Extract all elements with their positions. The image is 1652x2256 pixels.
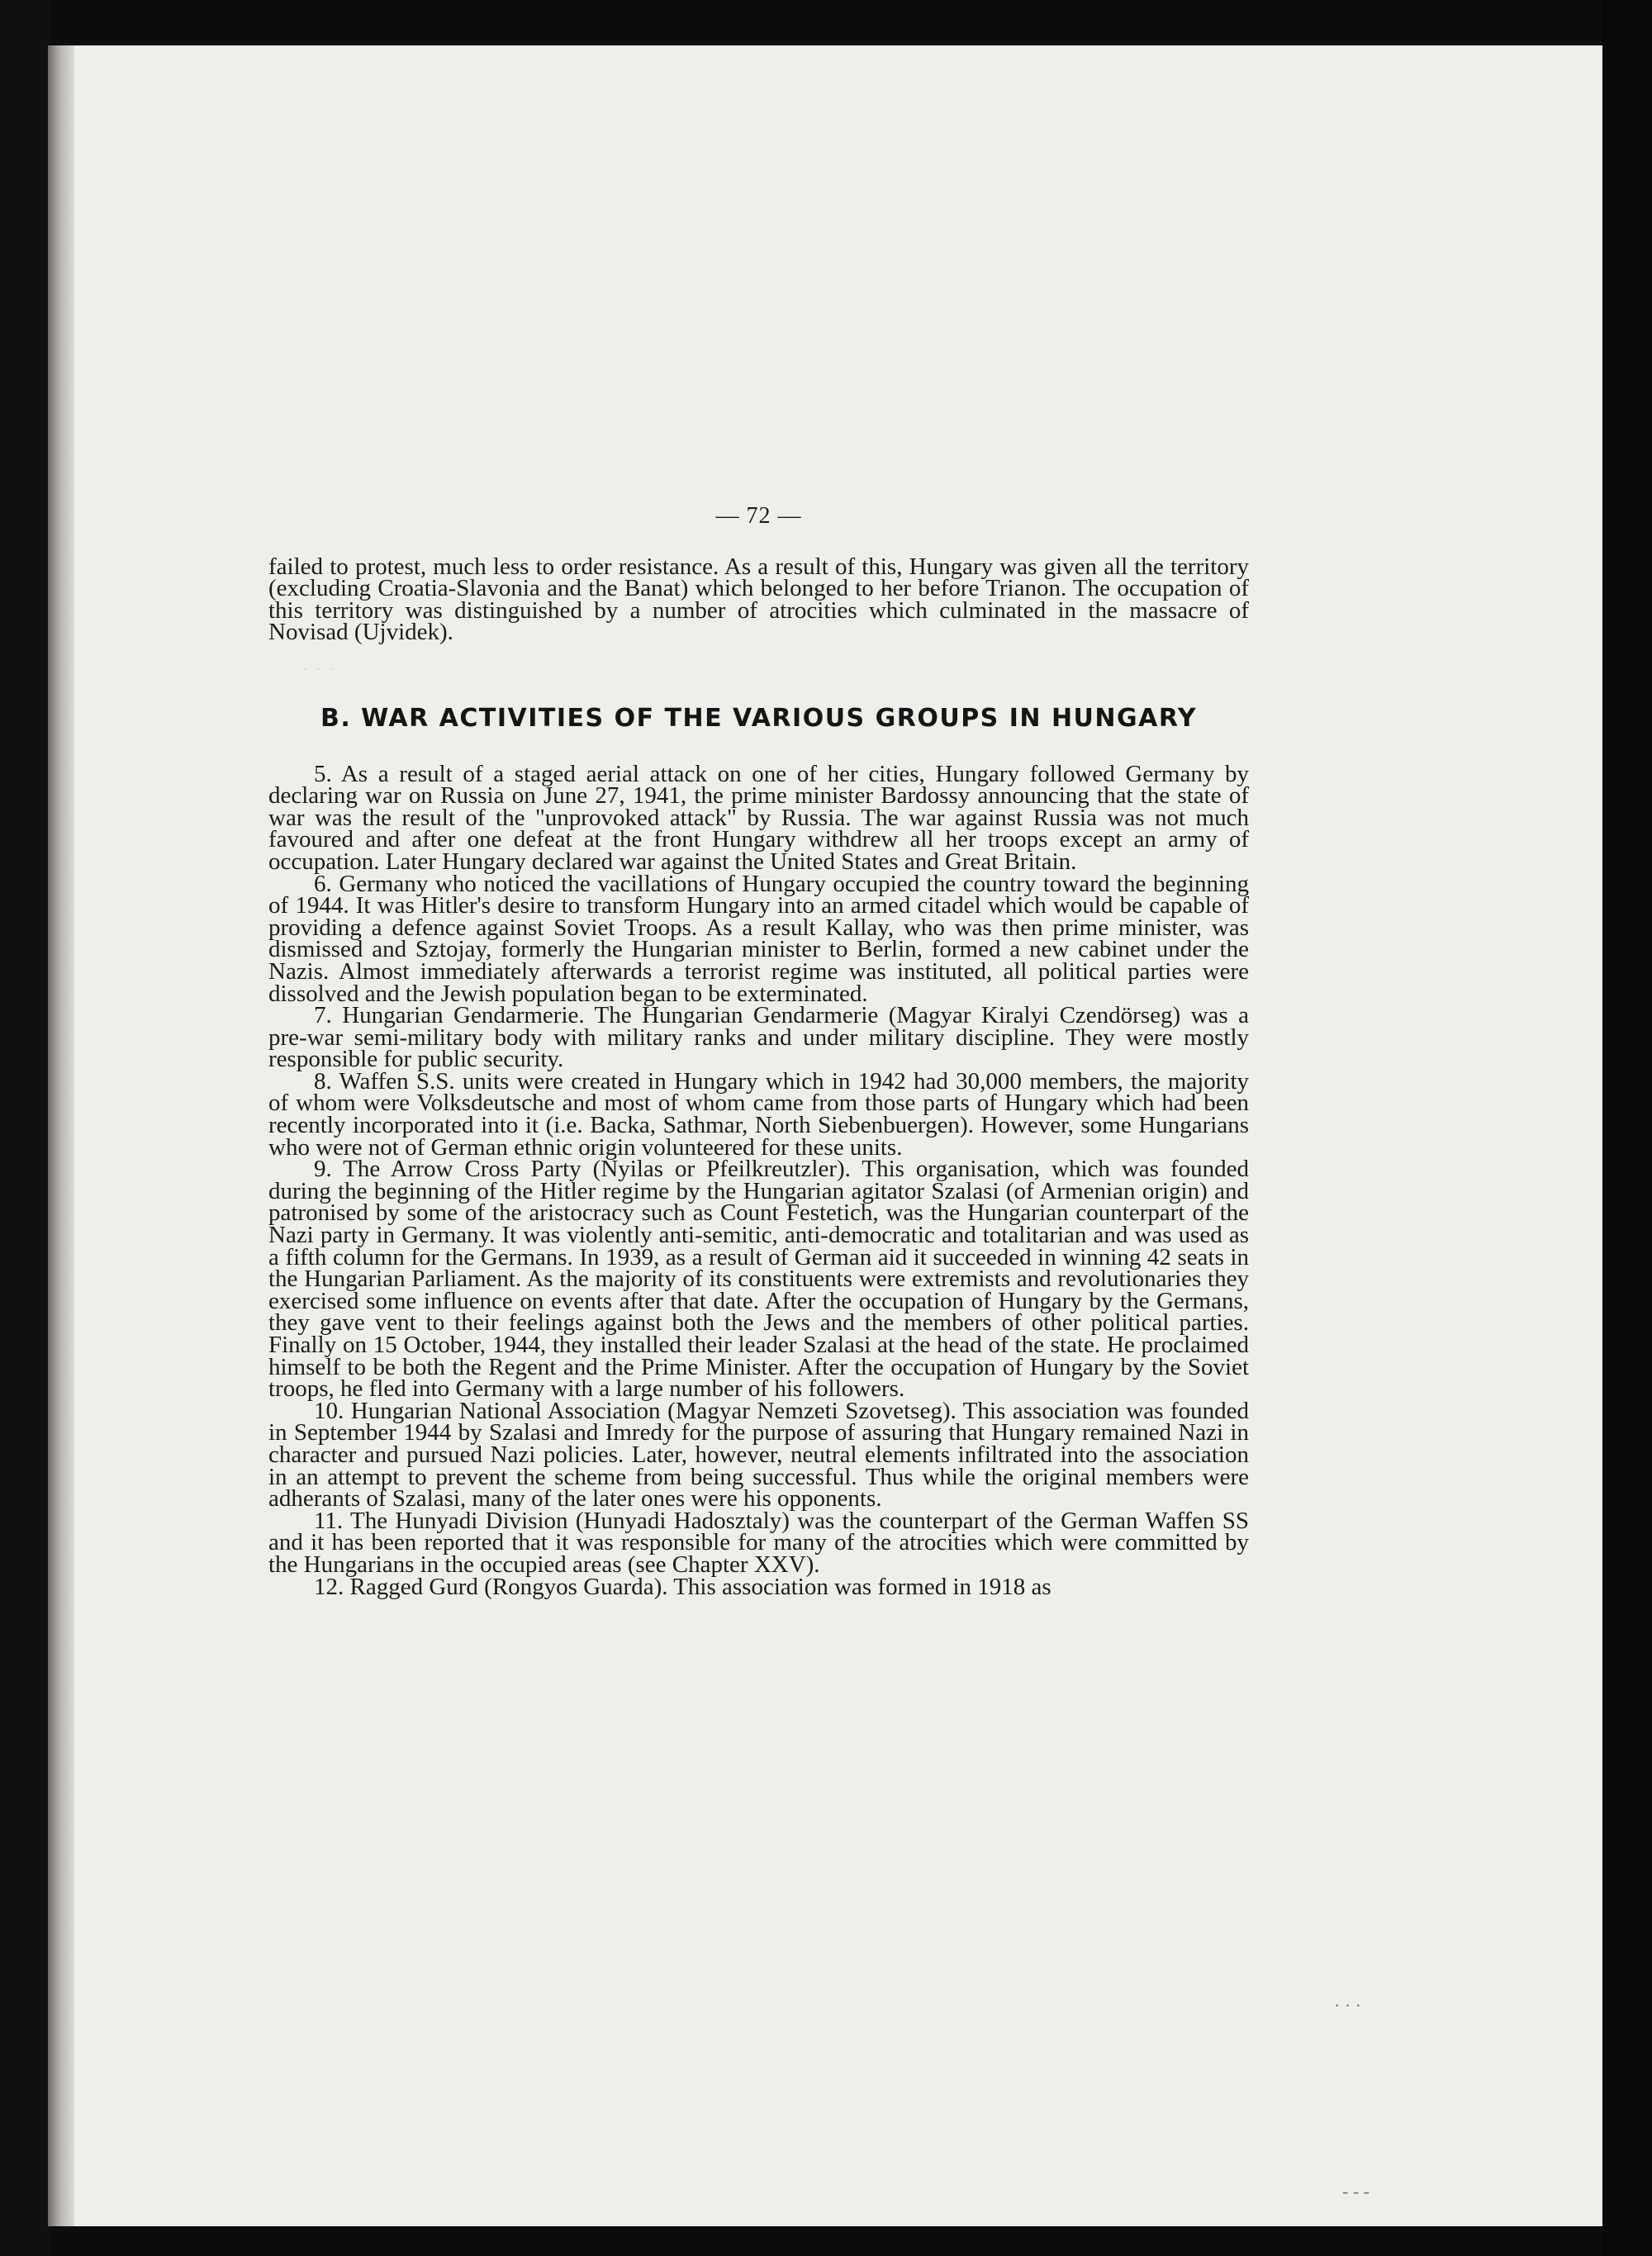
scan-background-right [1602,0,1652,2256]
paragraph-11: 11. The Hunyadi Division (Hunyadi Hadosztaly) was the counterpart of the German Waffen SS and it has been reported that it was responsible for many of the atrocities which were committed by the Hungarians in the occupied areas (see Chapter XXV). [268,1507,1249,1578]
page-spine-shadow [48,45,76,2226]
section-heading: B. WAR ACTIVITIES OF THE VARIOUS GROUPS IN HUNGARY [320,703,1198,733]
scan-speck: · · · [1334,1995,1361,2016]
paragraph-8: 8. Waffen S.S. units were created in Hungary which in 1942 had 30,000 members, the majority of whom were Volksdeutsche and most of whom came from those parts of Hungary which had been recently incorporated into it (i.e. Backa, Sathmar, North Siebenbuergen). However, some Hungarians who were not of German ethnic origin volunteered for these units. [268,1067,1249,1161]
scan-background-left [0,0,50,2256]
scan-speck: - - - [1342,2181,1370,2201]
paragraph-9: 9. The Arrow Cross Party (Nyilas or Pfeilkreutzler). This organisation, which was founded during the beginning of the Hitler regime by the Hungarian agitator Szalasi (of Armenian origin) and patronised by some of the aristocracy such as Count Festetich, was the Hungarian counterpart of the Nazi party in Germany. It was violently anti-semitic, anti-democratic and totalitarian and was used as a fifth column for the Germans. In 1939, as a result of German aid it succeeded in winning 42 seats in the Hungarian Parliament. As the majority of its constituents were extremists and revolutionaries they exercised some influence on events after that date. After the occupation of Hungary by the Germans, they gave vent to their feelings against both the Jews and the members of other political parties. Finally on 15 October, 1944, they installed their leader Szalasi at the head of the state. He proclaimed himself to be both the Regent and the Prime Minister. After the occupation of Hungary by the Soviet troops, he fled into Germany with a large number of his followers. [268,1156,1249,1403]
bleed-through-mark: · · · [301,657,335,682]
page-number: — 72 — [715,503,802,529]
paragraph-7: 7. Hungarian Gendarmerie. The Hungarian Gendarmerie (Magyar Kiralyi Czendörseg) was a pre-war semi-military body with military ranks and under military discipline. They were mostly responsible for public security. [268,1002,1249,1073]
paragraph-5: 5. As a result of a staged aerial attack on one of her cities, Hungary followed Germany by declaring war on Russia on June 27, 1941, the prime minister Bardossy announcing that the state of war was the result of the "unprovoked attack" by Russia. The war against Russia was not much favoured and after one defeat at the front Hungary withdrew all her troops except an army of occupation. Later Hungary declared war against the United States and Great Britain. [268,760,1249,875]
paragraph-10: 10. Hungarian National Association (Magyar Nemzeti Szovetseg). This association was founded in September 1944 by Szalasi and Imredy for the purpose of assuring that Hungary remained Nazi in character and pursued Nazi policies. Later, however, neutral elements infiltrated into the association in an attempt to prevent the scheme from being successful. Thus while the original members were adherants of Szalasi, many of the later ones were his opponents. [268,1397,1249,1513]
intro-paragraph: failed to protest, much less to order resistance. As a result of this, Hungary was given all the territory (excluding Croatia-Slavonia and the Banat) which belonged to her before Trianon. The occupation of this territory was distinguished by a number of atrocities which culminated in the massacre of Novisad (Ujvidek). [268,553,1249,646]
paragraph-6: 6. Germany who noticed the vacillations of Hungary occupied the country toward the beginning of 1944. It was Hitler's desire to transform Hungary into an armed citadel which would be capable of providing a defence against Soviet Troops. As a result Kallay, who was then prime minister, was dismissed and Sztojay, formerly the Hungarian minister to Berlin, formed a new cabinet under the Nazis. Almost immediately afterwards a terrorist regime was instituted, all political parties were dissolved and the Jewish population began to be exterminated. [268,870,1249,1007]
page-text-block [268,503,1249,1600]
paragraph-12: 12. Ragged Gurd (Rongyos Guarda). This association was formed in 1918 as [314,1573,1051,1600]
